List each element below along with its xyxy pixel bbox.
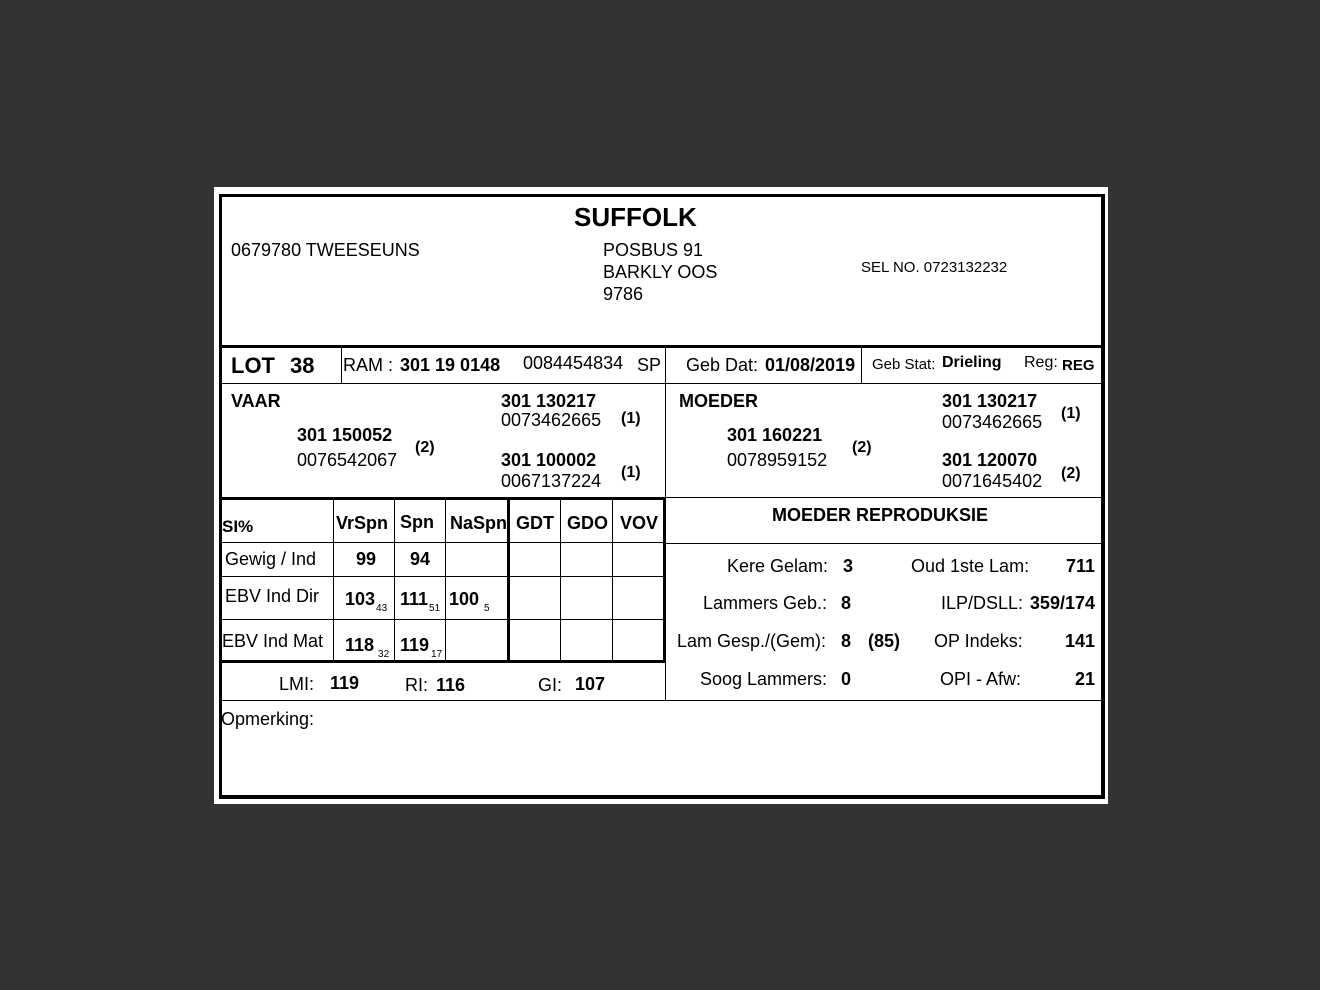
vaar-dam-reg: 0067137224 (501, 471, 602, 491)
gi-label: GI: (538, 675, 563, 695)
owner-name (231, 241, 420, 259)
ilp-label: ILP/DSLL: (941, 593, 1024, 613)
kere-gelam-label: Kere Gelam: (727, 556, 829, 576)
owner-name-text: 0679780 TWEESEUNS (231, 240, 420, 260)
cell-value: 111 (400, 589, 429, 609)
opmerking-label: Opmerking: (221, 709, 315, 729)
vaar-dam-id: 301 100002 (501, 450, 597, 470)
geb-stat: Drieling (942, 354, 1002, 371)
cell-subscript: 5 (484, 603, 490, 614)
cell-gewig-spn: 94 (410, 549, 431, 569)
ilp-value: 359/174 (1029, 593, 1095, 613)
vaar-sire-id: 301 130217 (501, 391, 597, 411)
cell-ebv-mat-vrspn (345, 635, 390, 660)
vaar-dam-grade: (1) (621, 464, 641, 481)
cell-subscript: 32 (378, 649, 390, 660)
cell-subscript: 17 (431, 649, 443, 660)
address-line-1: POSBUS 91 (603, 240, 704, 260)
moeder-dam-id: 301 120070 (942, 450, 1038, 470)
table-line (221, 619, 663, 620)
opi-afw-label: OPI - Afw: (940, 669, 1022, 689)
col-header-vov: VOV (620, 513, 659, 533)
ram-code: SP (637, 355, 662, 375)
ram-label: RAM : (343, 355, 394, 375)
cell-ebv-dir-vrspn (345, 589, 388, 614)
vaar-sire-reg: 0073462665 (501, 410, 602, 430)
geb-dat-label: Geb Dat: (686, 355, 759, 375)
gi-value: 107 (575, 674, 606, 694)
divider (221, 383, 1101, 384)
oud-lam-value: 711 (1065, 556, 1095, 576)
cell-value: 118 (345, 635, 375, 655)
lot-label: LOT (231, 353, 275, 378)
col-header-spn: Spn (400, 512, 434, 532)
row-label-ebv-dir: EBV Ind Dir (225, 586, 320, 606)
lmi-value: 119 (330, 673, 360, 693)
lammers-geb-value: 8 (841, 593, 852, 613)
reproduksie-title: MOEDER REPRODUKSIE (772, 505, 989, 525)
lam-gesp-gem-value: (85) (868, 631, 901, 651)
lmi-label: LMI: (279, 674, 315, 694)
divider (666, 543, 1101, 544)
vaar-grade: (2) (415, 439, 435, 456)
table-border (663, 497, 666, 662)
cell-subscript: 43 (376, 603, 388, 614)
kere-gelam-value: 3 (843, 556, 854, 576)
cell-value: 103 (345, 589, 376, 609)
cell-value: 119 (400, 635, 430, 655)
ri-label: RI: (405, 675, 429, 695)
table-line (560, 499, 561, 660)
phone-number: SEL NO. 0723132232 (861, 259, 1008, 276)
moeder-label: MOEDER (679, 391, 759, 411)
soog-lammers-value: 0 (841, 669, 852, 689)
table-line (507, 499, 510, 660)
cell-ebv-mat-spn (400, 635, 443, 660)
lam-gesp-value: 8 (841, 631, 852, 651)
ram-id: 301 19 0148 (400, 355, 501, 375)
divider (341, 347, 342, 383)
geb-dat: 01/08/2019 (765, 355, 856, 375)
address-line-2: BARKLY OOS (603, 262, 718, 282)
moeder-sire-reg: 0073462665 (942, 412, 1043, 432)
opi-afw-value: 21 (1074, 669, 1095, 689)
cell-subscript: 51 (429, 603, 441, 614)
oud-lam-label: Oud 1ste Lam: (911, 556, 1030, 576)
op-indeks-label: OP Indeks: (934, 631, 1023, 651)
table-border (219, 660, 666, 663)
table-line (612, 499, 613, 660)
col-header-naspn: NaSpn (450, 513, 508, 533)
address-line-3: 9786 (603, 284, 644, 304)
moeder-reg: 0078959152 (727, 450, 828, 470)
moeder-sire-id: 301 130217 (942, 391, 1038, 411)
reg-label: Reg: (1024, 354, 1058, 371)
col-header-gdt: GDT (516, 513, 554, 533)
moeder-grade: (2) (852, 439, 872, 456)
moeder-dam-grade: (2) (1061, 465, 1081, 482)
vaar-reg: 0076542067 (297, 450, 398, 470)
vaar-sire-grade: (1) (621, 410, 641, 427)
col-header-vrspn: VrSpn (336, 513, 389, 533)
table-line (221, 542, 663, 543)
ri-value: 116 (436, 675, 466, 695)
table-line (333, 499, 334, 660)
reg-value: REG (1062, 357, 1095, 374)
col-header-gdo: GDO (567, 513, 609, 533)
cell-ebv-dir-naspn (449, 589, 490, 614)
divider (221, 700, 1101, 701)
divider (221, 345, 1101, 348)
ram-reg: 0084454834 (523, 353, 624, 373)
soog-lammers-label: Soog Lammers: (700, 669, 828, 689)
cell-value: 100 (449, 589, 480, 609)
vaar-id: 301 150052 (297, 425, 393, 445)
row-label-ebv-mat: EBV Ind Mat (222, 631, 324, 651)
lam-gesp-label: Lam Gesp./(Gem): (677, 631, 827, 651)
geb-stat-label: Geb Stat: (872, 356, 936, 373)
col-header-si: SI% (222, 517, 254, 536)
moeder-sire-grade: (1) (1061, 405, 1081, 422)
breed-title: SUFFOLK (574, 202, 697, 232)
moeder-dam-reg: 0071645402 (942, 471, 1043, 491)
moeder-id: 301 160221 (727, 425, 823, 445)
vaar-label: VAAR (231, 391, 281, 411)
op-indeks-value: 141 (1064, 631, 1095, 651)
table-line (221, 576, 663, 577)
table-line (394, 499, 395, 660)
divider (861, 347, 862, 383)
lot-number: 38 (290, 353, 315, 378)
cell-gewig-vrspn: 99 (356, 549, 377, 569)
divider (666, 497, 1101, 498)
table-line (445, 499, 446, 660)
table-border (219, 497, 666, 500)
lammers-geb-label: Lammers Geb.: (703, 593, 828, 613)
cell-ebv-dir-spn (400, 589, 441, 614)
row-label-gewig: Gewig / Ind (225, 549, 317, 569)
